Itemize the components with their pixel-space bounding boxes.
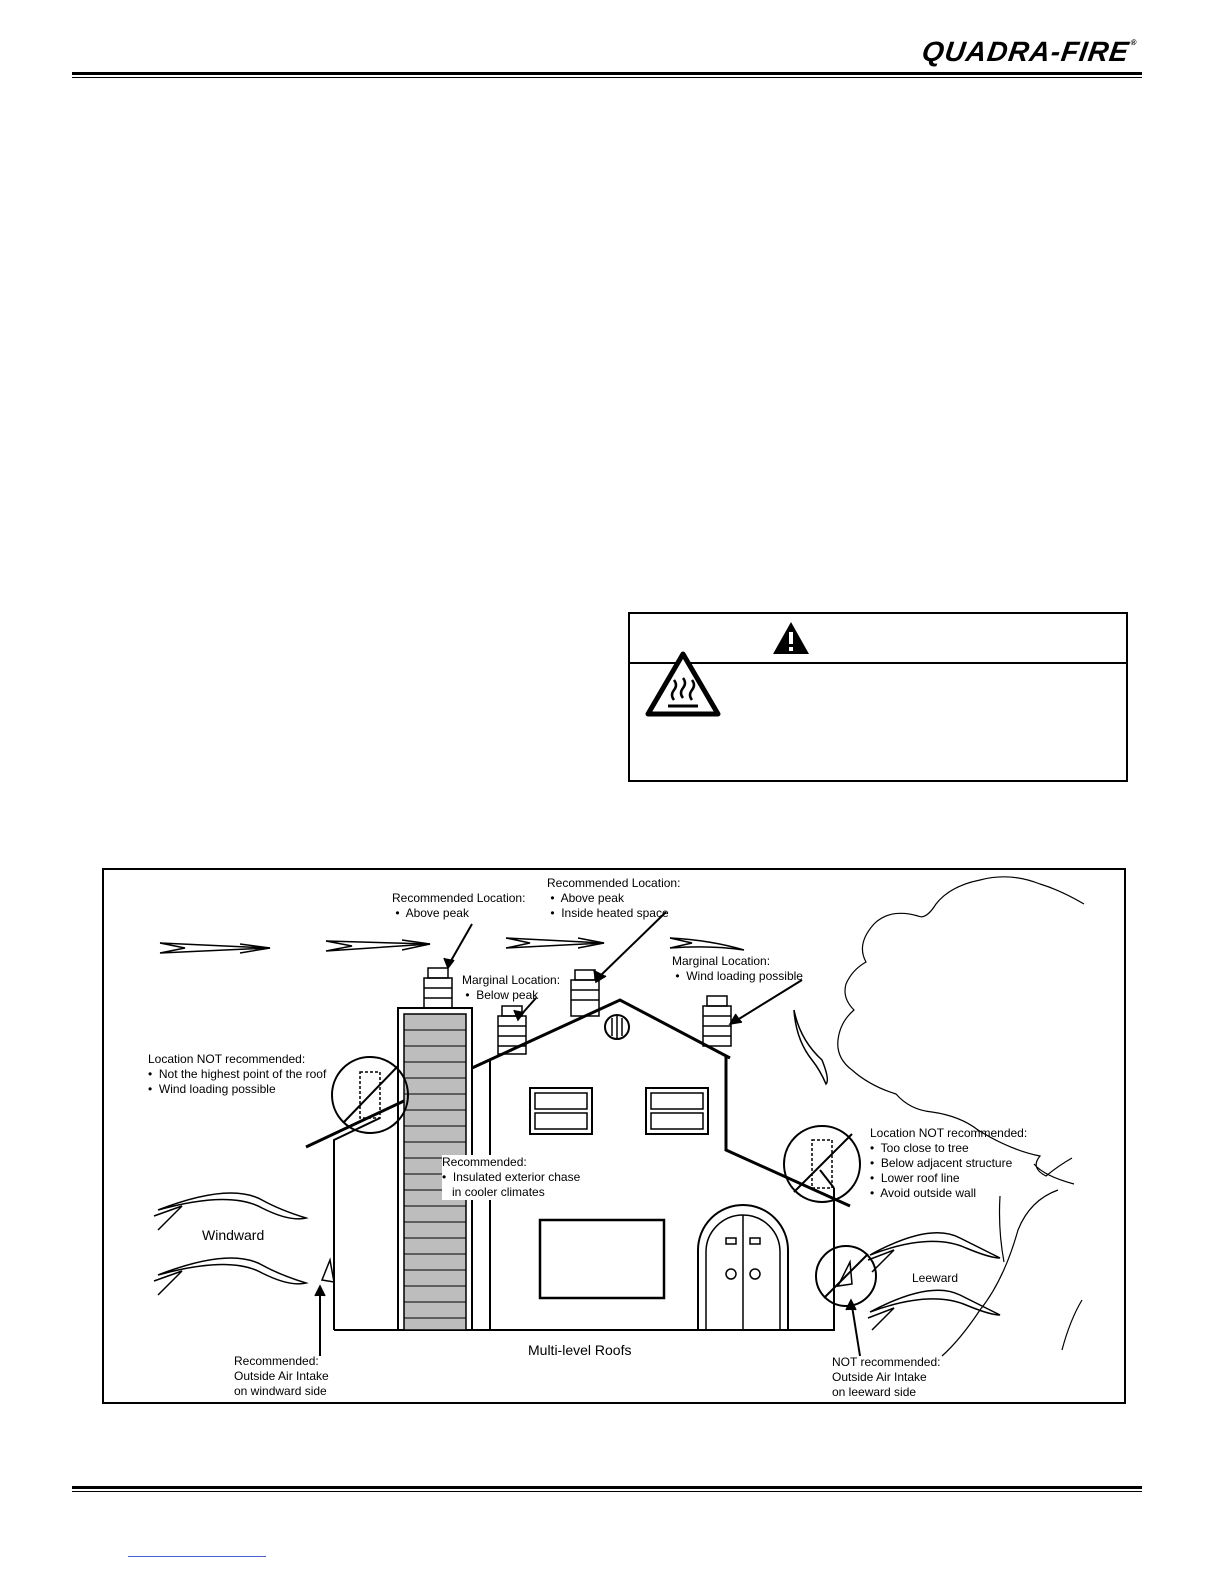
chimney-icon xyxy=(424,968,452,1008)
not-recommended-air-intake-icon xyxy=(816,1246,876,1306)
not-rec-air-intake-label xyxy=(832,1355,941,1400)
label-item: Above peak xyxy=(560,891,624,905)
label-title: Marginal Location: xyxy=(462,973,561,987)
label-item: Below adjacent structure xyxy=(880,1156,1013,1170)
bullet: • xyxy=(395,906,400,920)
label-title: Recommended: xyxy=(442,1155,527,1169)
air-intake-icon xyxy=(322,1260,334,1282)
label-item: Too close to tree xyxy=(880,1141,969,1155)
bullet: • xyxy=(550,891,555,905)
wind-arrow-icon xyxy=(794,1010,827,1084)
rec-above-peak-heated-label xyxy=(547,876,680,921)
chimney-icon xyxy=(703,996,731,1046)
marginal-wind-label xyxy=(672,954,803,984)
label-item: Insulated exterior chase xyxy=(452,1170,581,1184)
bullet: • xyxy=(675,969,680,983)
footer-rule-thin xyxy=(72,1491,1142,1492)
wind-arrow-icon xyxy=(506,938,604,948)
label-title: Location NOT recommended: xyxy=(870,1126,1028,1140)
bullet: • xyxy=(870,1156,875,1170)
window-icon xyxy=(530,1088,592,1134)
rec-air-intake-label xyxy=(234,1354,329,1399)
label-line: NOT recommended: xyxy=(832,1355,941,1369)
bullet: • xyxy=(442,1170,447,1184)
bullet: • xyxy=(550,906,555,920)
label-title: Recommended Location: xyxy=(547,876,681,890)
not-recommended-chimney-icon xyxy=(784,1126,860,1202)
label-item: Above peak xyxy=(405,906,469,920)
label-title: Location NOT recommended: xyxy=(148,1052,306,1066)
not-rec-left-label xyxy=(148,1052,326,1097)
wind-arrow-icon xyxy=(670,938,744,950)
bullet: • xyxy=(148,1067,153,1081)
multi-level-roofs-label: Multi-level Roofs xyxy=(528,1342,632,1358)
bullet: • xyxy=(870,1141,875,1155)
windward-label: Windward xyxy=(202,1227,265,1243)
bullet: • xyxy=(870,1186,875,1200)
label-title: Marginal Location: xyxy=(672,954,771,968)
label-item: Avoid outside wall xyxy=(880,1186,977,1200)
wind-arrow-icon xyxy=(160,943,270,953)
bullet: • xyxy=(148,1082,153,1096)
label-item: Lower roof line xyxy=(880,1171,960,1185)
brand-name: QUADRA-FIRE xyxy=(920,36,1132,67)
picture-window-icon xyxy=(540,1220,664,1298)
footer-link-underline[interactable] xyxy=(128,1556,266,1557)
label-title: Recommended Location: xyxy=(392,891,526,905)
rec-above-peak-label xyxy=(392,891,525,921)
window-icon xyxy=(646,1088,708,1134)
wind-arrow-icon xyxy=(154,1193,306,1230)
label-line: Recommended: xyxy=(234,1354,319,1368)
label-line: Outside Air Intake xyxy=(832,1370,927,1384)
label-item: Wind loading possible xyxy=(158,1082,276,1096)
wind-arrow-icon xyxy=(154,1258,306,1295)
footer-rule xyxy=(72,1486,1142,1489)
leeward-label: Leeward xyxy=(912,1271,959,1285)
label-item: Below peak xyxy=(476,988,539,1002)
label-line: on windward side xyxy=(234,1384,327,1398)
label-line: Outside Air Intake xyxy=(234,1369,329,1383)
marginal-below-peak-label xyxy=(462,973,560,1003)
label-item: Not the highest point of the roof xyxy=(158,1067,327,1081)
label-line: on leeward side xyxy=(832,1385,917,1399)
rec-chase-label xyxy=(442,1155,580,1200)
wind-arrow-icon xyxy=(868,1233,1000,1272)
not-recommended-chimney-icon xyxy=(332,1057,408,1133)
bullet: • xyxy=(465,988,470,1002)
not-rec-right-label xyxy=(870,1126,1027,1201)
label-item: Wind loading possible xyxy=(686,969,803,983)
bullet: • xyxy=(870,1171,875,1185)
label-item: Inside heated space xyxy=(561,906,669,920)
label-item: in cooler climates xyxy=(452,1185,545,1199)
wind-arrow-icon xyxy=(326,940,430,951)
registered-mark: ® xyxy=(1129,38,1139,47)
